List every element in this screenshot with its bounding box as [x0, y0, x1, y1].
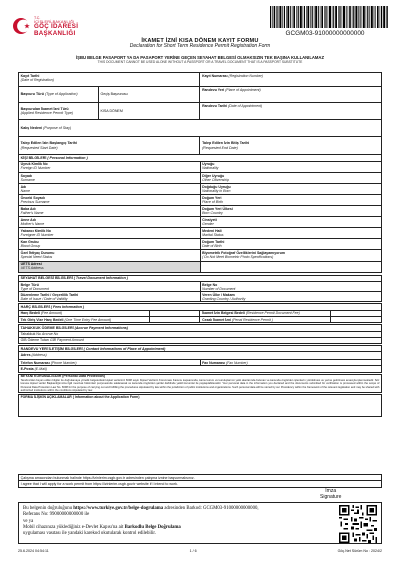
work-permit-notice [18, 474, 382, 488]
personal-left-label: Baba Adı [20, 206, 36, 211]
personal-left-label: Özel İhtiyaç Durumu [20, 250, 55, 255]
personal-left-label: Anne Adı [20, 217, 36, 222]
personal-left-label: Uyruk Kimlik No [20, 162, 48, 167]
field-uets[interactable] [19, 261, 201, 272]
signature-area [320, 489, 341, 501]
section-harc-title-en: ( Fees Information ) [50, 305, 85, 310]
form-title [0, 38, 400, 50]
section-kisi-title-en: ( Personal Information ) [47, 156, 88, 160]
field-eposta[interactable] [19, 366, 382, 372]
personal-left-grid [19, 162, 200, 261]
qr-code-icon [339, 505, 377, 543]
personal-right-label-en: Gender [202, 221, 214, 226]
label-gib-tutar-en: GİB Payment Amount [49, 338, 84, 343]
field-gib-tutar[interactable] [19, 337, 382, 343]
work-permit-line-en: I agree that I will apply for a work permit from https://izinlerim.csgb.gov.tr website if I intend to work. [19, 481, 382, 487]
kvkk-heading: BEYANI KORUMALISIDIR (Personal Data Protection) [20, 374, 105, 379]
personal-left-label-en: Previous Surname [20, 199, 50, 204]
personal-right-label-en: Born Country [202, 210, 223, 215]
label-randevu-tarihi: Randevu Tarihi [202, 103, 228, 108]
personal-right-label: Doğum Yeri Ülkesi [202, 206, 233, 211]
label-kayit-tarihi: Kayıt Tarihi [20, 73, 40, 78]
verify-line-2: Referans No: 99000000000000 ile [23, 512, 90, 518]
form-notice-en: THIS DOCUMENT CANNOT BE USED ALONE WITHOUT A PASSPORT OR A TRAVEL DOCUMENT THAT IS A PASSPORT SUBSTITUTE [97, 59, 303, 64]
personal-right-field[interactable] [201, 206, 382, 217]
fees-table [18, 303, 382, 323]
personal-left-field[interactable] [19, 217, 200, 228]
label-kayit-numarasi: Kayıt Numarası [202, 73, 228, 78]
registration-form [18, 72, 382, 417]
section-randevu-title: RANDEVU YERİ İLETİŞİM BİLGİLERİ [20, 346, 83, 351]
personal-left-label: Önceki Soyadı [20, 195, 45, 200]
value-cezali[interactable] [331, 316, 382, 322]
footer-date: 25.6.2024 04:54:11 [18, 549, 49, 553]
section-seyahat-title: SEYAHAT BELGESİ BİLGİLERİ [20, 276, 73, 281]
label-kayit-numarasi-en: (Registration Number) [228, 73, 263, 78]
label-belge-no: Belge No [202, 282, 218, 287]
personal-left-field[interactable] [19, 206, 200, 217]
personal-left-field[interactable] [19, 184, 200, 195]
label-tahakkuk-no: Tahakkuk No [20, 332, 41, 337]
personal-left-label: Soyadı [20, 173, 33, 178]
biometric-photo-label: Biyometrik Fotoğraf Özelliklerini Sağlayamıyorum [202, 250, 285, 255]
personal-left-label-en: Foreign ID Number [20, 166, 51, 171]
label-fax-en: (Fax Number) [226, 360, 248, 365]
section-randevu-title-en: ( Contact Informations of Place of Appointment) [83, 346, 166, 351]
personal-right-grid [201, 162, 382, 261]
verify-app-name: Barkodlu Belge Doğrulama [124, 524, 181, 530]
personal-left-label-en: Surname [20, 177, 35, 182]
label-izin-turu: Başvurulan İkamet İzni Türü [20, 106, 69, 111]
personal-right-field[interactable] [201, 162, 382, 173]
personal-right-field[interactable] [201, 228, 382, 239]
verify-line-4-pre: Mobil cihazınıza yüklediğiniz e-Devlet Kapısı'na ait [23, 524, 125, 530]
logo-text [34, 16, 78, 38]
personal-right-label-en: Other Citizenship [202, 177, 229, 182]
section-kisi-title: KİŞİ BİLGİLERİ [20, 156, 47, 160]
label-basvuru-turu-en: (Type of Application) [44, 92, 78, 97]
form-title-en: Declaration for Short Term Residence Permit Registration Form [129, 43, 271, 50]
explanation-table [18, 394, 382, 417]
personal-left-field[interactable] [19, 228, 200, 239]
appointment-contact-table [18, 345, 382, 373]
kvkk-table [18, 374, 382, 394]
biometric-photo-checkbox[interactable] [201, 250, 382, 261]
form-notice-tr: İŞBU BELGE PASAPORT YA DA PASAPORT YERİNE GEÇEN SEYAHAT BELGESİ OLMAKSIZIN TEK BAŞINA KULLANILAMAZ [75, 55, 324, 60]
personal-right-label-en: Marital Status [202, 232, 224, 237]
label-duzenleme-en: Date of Issue / Date of Validity [20, 296, 68, 301]
value-basvuru-turu[interactable]: Geçiş Başvurusu [98, 87, 200, 103]
label-cezali: Cezalı İkamet İzni [202, 317, 232, 322]
field-kalis-nedeni[interactable] [19, 120, 382, 137]
value-uets[interactable] [200, 261, 382, 272]
field-basvuru-turu-label [19, 87, 99, 103]
label-randevu-yeri-en: (Place of Appointment) [225, 87, 261, 92]
label-harc-bedeli: Harç Bedeli [20, 311, 40, 316]
personal-right-label-en: Place of Birth [202, 199, 223, 204]
label-tahakkuk-no-en: Accrue No [41, 332, 59, 337]
label-telefon: Telefon Numarası [20, 360, 50, 365]
verify-line-1-pre: Bu belgenin doğruluğunu [23, 506, 74, 511]
footer-page-number: 1 / 6 [189, 549, 197, 553]
accrue-table [18, 324, 382, 344]
work-permit-line-tr: Çalışma amacından bulunmak halinde https://izinlerim.csgb.gov.tr adresinden çalışma iznine başvurmalısınız. [19, 475, 382, 481]
personal-left-label-en: Father's Name [20, 210, 44, 215]
label-ikamet-bedeli-en: (Residence Permit Document Fee) [245, 311, 300, 316]
label-randevu-yeri: Randevu Yeri [202, 87, 225, 92]
barcode-number: GCGM03-91000000000000 [285, 30, 365, 37]
personal-right-field[interactable] [201, 195, 382, 206]
personal-right-field[interactable] [201, 239, 382, 250]
personal-info-table [18, 154, 382, 272]
label-harc-bedeli-en: (Fee Amount) [40, 311, 63, 316]
field-belge-no[interactable] [200, 282, 382, 292]
personal-left-label-en: Mother's Name [20, 221, 45, 226]
explanation-box [19, 395, 382, 417]
kvkk-text: Tarafınızdan beyan edilen bilgiler ile doğrulamaya yönelik belgelerdeki kişisel verileriniz 6698 sayılı Kişisel Verilerin Korunması Kanunu kapsamında, kamu kurum ve kuruluşlarının yetki alanlarında bulunan ve kanunda öngörülen işlemlerin yürütülmesi ve yerine getirilmesi amacıyla işlenmektedir. Söz konusu kişisel veriler Başkanlığımızca ilgili mevzuat hükümleri çerçevesinde saklanacak ve kanunda öngörülen şartlar dahilinde yetkili kurumlar ile paylaşılabilecektir. Your personal data in the information you declared and the documents submitted for verification is processed within the scope of Personal Data Protection Law No. 6698 for the purpose of carrying out and fulfilling the procedures stipulated by law within the jurisdiction of public institutions and organizations. Such personal data will be stored by our Presidency within the framework of the relevant legislation and may be shared with authorized institutions within the conditions stipulated by law. [20, 379, 380, 392]
field-baslangic[interactable] [19, 137, 200, 155]
personal-right-field[interactable] [201, 184, 382, 195]
form-notice [0, 56, 400, 65]
footer-version: Göç.Net Sürüm No : 2024/2 [337, 549, 382, 553]
verify-line-3: ve ya [23, 518, 34, 524]
label-bitis-en: (Requested End Date) [202, 145, 238, 150]
personal-right-label: Doğduğu Uyruğu [202, 184, 231, 189]
personal-right-label: Uyruğu [202, 162, 215, 167]
personal-left-label-en: Blood Group [20, 243, 41, 248]
personal-right-label: Doğum Tarihi [202, 239, 225, 244]
label-veren-en: Granting Country / Authority [202, 296, 246, 301]
personal-left-label: Adı [20, 184, 27, 189]
label-eposta-en: (E-Mail) [34, 367, 47, 372]
label-fax: Fax Numarası [202, 360, 226, 365]
personal-right-label: Doğum Yeri [202, 195, 222, 200]
barcode-image [270, 6, 388, 28]
label-ikamet-bedeli: İkamet İzin Belgesi Bedeli [202, 311, 245, 316]
personal-right-label-en: Nationality in Born [202, 188, 231, 193]
field-cezali [200, 316, 331, 322]
label-gib-tutar: GİB Ödeme Tutarı [20, 338, 49, 343]
label-belge-turu: Belge Türü [20, 282, 39, 287]
biometric-photo-label-en: ( Do Not Meet Biometric Photo Specifications) [202, 254, 274, 259]
label-adres: Adres [20, 352, 31, 357]
field-veren-ulke[interactable] [200, 292, 382, 302]
logo-tc: T.C. [34, 16, 41, 20]
goc-idaresi-logo [10, 14, 80, 40]
personal-right-label-en: Nationality [202, 166, 219, 171]
label-kalis-nedeni: Kalış Nedeni [20, 125, 43, 130]
label-duzenleme: Düzenleme Tarihi / Geçerlilik Tarihi [20, 292, 79, 297]
section-harc-title: HARÇ BİLGİLERİ [20, 305, 50, 310]
label-belge-turu-en: Type of Document [20, 286, 49, 291]
application-table [18, 72, 382, 155]
personal-left-label: Kan Grubu [20, 239, 39, 244]
value-tek-giris[interactable] [149, 316, 200, 322]
label-veren: Veren Ülke / Makam [202, 292, 235, 297]
label-cezali-en: (Penal Residence Permit ) [232, 317, 273, 322]
logo-directorate: GÖÇ İDARESİ [34, 23, 79, 31]
field-bitis[interactable] [200, 137, 382, 155]
label-kalis-nedeni-en: (Purpose of Stay) [43, 125, 72, 130]
field-adres[interactable] [19, 352, 382, 360]
logo-presidency: BAŞKANLIĞI [34, 30, 76, 38]
label-eposta: E-Posta [20, 367, 34, 372]
verify-line-1-post: adresinden Barkod: GCGM03-91000000000000, [163, 506, 259, 511]
label-kayit-tarihi-en: (Date of Registration) [20, 77, 54, 82]
personal-left-label-en: Foreigner ID Number [20, 232, 54, 237]
logo-ministry: İÇİŞLERİ BAKANLIĞI [34, 20, 75, 25]
signature-label-en: Signature [320, 493, 342, 500]
verify-line-5: uygulaması vasıtası ile yandaki karekod okutularak kontrol edilebilir. [23, 531, 156, 537]
label-uets-en: UETS Address [20, 266, 44, 271]
section-tahakkuk-title: TAHAKKUK ÖDEME BİLGİLERİ [20, 325, 74, 330]
label-baslangic: Talep Edilen İzin Başlangıç Tarihi [20, 141, 77, 146]
personal-left-label-en: Special Need Status [20, 254, 53, 259]
personal-right-label-en: Date of Birth [202, 243, 222, 248]
field-kayit-numarasi[interactable] [200, 73, 382, 87]
personal-left-field[interactable] [19, 162, 200, 173]
field-belge-turu[interactable] [19, 282, 201, 292]
field-randevu-tarihi[interactable] [200, 103, 382, 120]
field-kayit-tarihi[interactable] [19, 73, 200, 87]
signature-label-tr: İmza [325, 488, 337, 494]
label-bitis: Talep Edilen İzin Bitiş Tarihi [202, 141, 250, 146]
label-tek-giris: Tek Giriş Vize Harç Bedeli [20, 317, 64, 322]
form-title-tr: İKAMET İZNİ KISA DÖNEM KAYIT FORMU [141, 38, 259, 44]
personal-left-field[interactable] [19, 250, 200, 261]
field-randevu-yeri[interactable] [200, 87, 382, 103]
label-tek-giris-en: (One Time Entry Fee Amount) [64, 317, 112, 322]
label-adres-en: (Address) [31, 352, 47, 357]
value-izin-turu[interactable]: KISA DÖNEM [98, 103, 200, 120]
personal-left-field[interactable] [19, 173, 200, 184]
label-baslangic-en: (Requested Start Date) [20, 145, 58, 150]
personal-left-field[interactable] [19, 239, 200, 250]
section-tahakkuk-title-en: (Accrue Payment Informations) [74, 325, 128, 330]
personal-right-field[interactable] [201, 217, 382, 228]
field-izin-turu-label [19, 103, 99, 120]
personal-left-label-en: Name [20, 188, 30, 193]
label-telefon-en: (Phone Number) [50, 360, 77, 365]
explanation-heading: FORMA İLİŞKİN AÇIKLAMALAR ( Information about the Application Form) [20, 395, 140, 400]
personal-left-field[interactable] [19, 195, 200, 206]
personal-right-column [200, 161, 382, 261]
kvkk-box [19, 374, 382, 393]
verify-link[interactable]: https://www.turkiye.gov.tr/belge-dogrulama [73, 506, 164, 511]
personal-right-label: Diğer Uyruğu [202, 173, 225, 178]
verification-box [18, 502, 382, 544]
personal-left-label: Yabancı Kimlik No [20, 228, 51, 233]
personal-right-label: Medeni Hali [202, 228, 222, 233]
label-belge-no-en: Number of Document [202, 286, 236, 291]
label-basvuru-turu: Başvuru Türü [20, 92, 44, 97]
personal-left-column [19, 161, 201, 261]
label-randevu-tarihi-en: (Date of Appointment) [228, 103, 263, 108]
travel-document-table [18, 275, 382, 303]
section-seyahat-title-en: ( Travel Document Information ) [73, 276, 128, 281]
label-uets: UETS Adresi [20, 262, 42, 267]
label-izin-turu-en: (Applied Residence Permit Type) [20, 111, 74, 115]
field-tek-giris [19, 316, 150, 322]
crescent-star-icon [10, 14, 34, 38]
personal-right-field[interactable] [201, 173, 382, 184]
field-duzenleme-tarihi[interactable] [19, 292, 201, 302]
page-footer [18, 549, 382, 553]
personal-right-label: Cinsiyeti [202, 217, 217, 222]
